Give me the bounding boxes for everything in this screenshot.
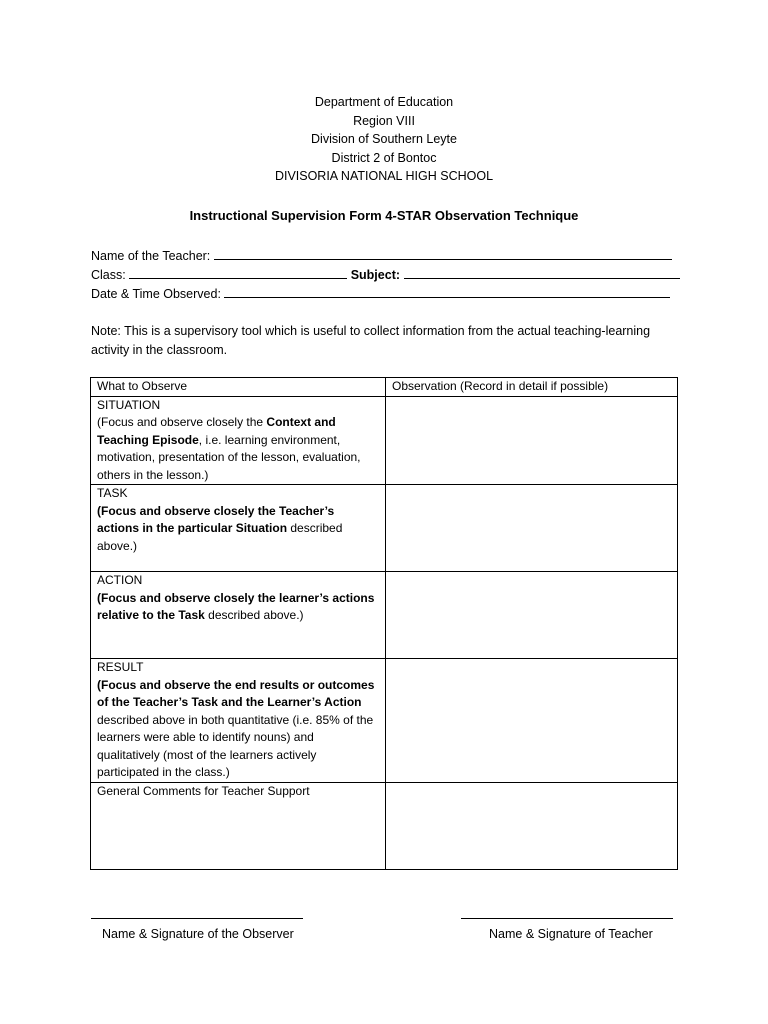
subject-label: Subject: xyxy=(350,268,401,282)
teacher-name-blank[interactable] xyxy=(214,247,672,260)
situation-observation-cell[interactable] xyxy=(386,396,678,485)
observation-table xyxy=(90,377,678,870)
subject-blank[interactable] xyxy=(404,266,680,279)
column-header-observation: Observation (Record in detail if possible) xyxy=(386,378,678,397)
action-observation-cell[interactable] xyxy=(386,572,678,659)
task-title: TASK xyxy=(97,486,128,500)
table-row xyxy=(91,396,678,485)
task-observation-cell[interactable] xyxy=(386,485,678,572)
result-cell xyxy=(91,659,386,783)
class-subject-field[interactable] xyxy=(91,266,680,282)
document-header xyxy=(0,93,768,186)
class-label: Class: xyxy=(91,268,126,282)
general-comments-cell xyxy=(91,782,386,869)
teacher-signature-label: Name & Signature of Teacher xyxy=(489,927,653,941)
table-row xyxy=(91,659,678,783)
header-district: District 2 of Bontoc xyxy=(331,150,437,165)
note-text: Note: This is a supervisory tool which is useful to collect information from the actual teaching-learning activity in the classroom. xyxy=(91,324,651,357)
header-department: Department of Education xyxy=(314,95,454,109)
action-title: ACTION xyxy=(97,573,143,587)
class-blank[interactable] xyxy=(129,266,347,279)
result-description: (Focus and observe the end results or outcomes of the Teacher’s Task and the Learner’s Action described above in both quantitative (i.e. 85% of the learners were able to identify nouns) and qualitatively (most of the learners actively participated in the class.) xyxy=(97,677,375,779)
teacher-name-label: Name of the Teacher: xyxy=(91,249,211,263)
header-school: DIVISORIA NATIONAL HIGH SCHOOL xyxy=(274,169,494,184)
action-description: (Focus and observe closely the learner’s actions relative to the Task described above.) xyxy=(97,590,375,622)
date-time-blank[interactable] xyxy=(224,285,670,298)
table-row xyxy=(91,572,678,659)
general-comments-title: General Comments for Teacher Support xyxy=(97,783,310,798)
table-header-row xyxy=(91,378,678,397)
situation-description: (Focus and observe closely the Context and Teaching Episode, i.e. learning environment, motivation, presentation of the lesson, evaluation, others in the lesson.) xyxy=(97,415,361,482)
action-cell xyxy=(91,572,386,659)
situation-cell xyxy=(91,396,386,485)
table-row xyxy=(91,485,678,572)
header-division: Division of Southern Leyte xyxy=(311,132,457,147)
date-time-field[interactable] xyxy=(91,285,670,301)
task-cell xyxy=(91,485,386,572)
teacher-name-field[interactable] xyxy=(91,247,672,263)
situation-title: SITUATION xyxy=(97,397,161,412)
observer-signature-line[interactable] xyxy=(91,908,303,919)
result-observation-cell[interactable] xyxy=(386,659,678,783)
header-region: Region VIII xyxy=(353,113,415,128)
result-title: RESULT xyxy=(97,660,144,674)
table-row xyxy=(91,782,678,869)
teacher-signature-line[interactable] xyxy=(461,908,673,919)
observer-signature-label: Name & Signature of the Observer xyxy=(102,927,294,941)
column-header-what-to-observe: What to Observe xyxy=(91,378,386,397)
general-comments-observation-cell[interactable] xyxy=(386,782,678,869)
form-title: Instructional Supervision Form 4-STAR Observation Technique xyxy=(189,208,579,223)
date-time-label: Date & Time Observed: xyxy=(91,287,221,301)
task-description: (Focus and observe closely the Teacher’s actions in the particular Situation described above.) xyxy=(97,503,343,553)
